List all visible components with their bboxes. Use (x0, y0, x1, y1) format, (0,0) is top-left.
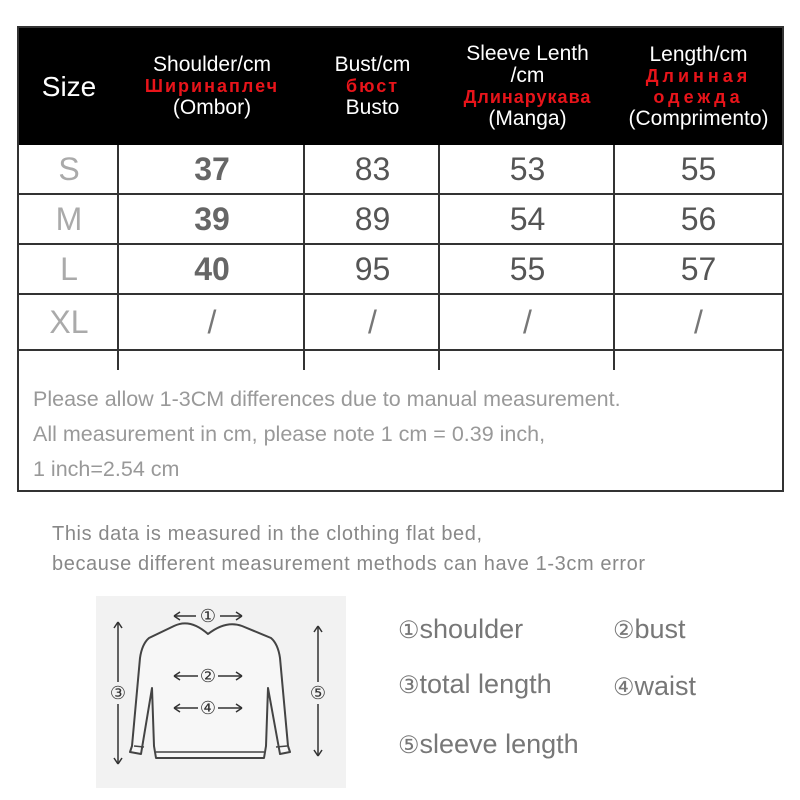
legend-item (613, 614, 686, 645)
header-shoulder-ru: Ширинаплеч (144, 76, 280, 96)
marker-5: ⑤ (309, 683, 327, 704)
note-line: Please allow 1-3CM differences due to manual measurement. (33, 387, 621, 411)
measurement-note-line: because different measurement methods can have 1-3cm error (52, 553, 646, 575)
bust-cell: 83 (354, 150, 391, 187)
sleeve-cell: 54 (509, 200, 546, 237)
header-sleeve-local: (Manga) (488, 107, 567, 130)
legend-label: waist (634, 671, 697, 701)
shoulder-cell: 40 (194, 250, 230, 287)
header-bust-en: Bust/cm (334, 53, 411, 76)
legend-label: shoulder (419, 614, 524, 644)
marker-3: ③ (109, 683, 127, 704)
table-notes (33, 382, 778, 487)
header-bust-local: Busto (345, 96, 400, 119)
legend-label: bust (634, 614, 686, 644)
legend-number: ① (398, 617, 420, 644)
marker-1: ① (199, 606, 217, 627)
legend-label: sleeve length (419, 729, 579, 759)
sleeve-cell: / (523, 303, 532, 340)
length-cell: 56 (680, 200, 717, 237)
bust-cell: 89 (354, 200, 391, 237)
shoulder-cell: 37 (194, 150, 230, 187)
header-length (615, 28, 782, 145)
legend-number: ④ (613, 674, 635, 701)
sleeve-cell: 53 (509, 150, 546, 187)
legend-number: ② (613, 617, 635, 644)
table-header (19, 28, 782, 145)
table-row (19, 245, 782, 295)
size-table (17, 26, 784, 492)
bust-cell: 95 (354, 250, 391, 287)
measurement-note (52, 519, 646, 579)
header-bust (305, 28, 440, 145)
legend-item (398, 614, 523, 645)
legend-item (613, 671, 696, 702)
legend-label: total length (419, 669, 552, 699)
bust-cell: / (368, 303, 377, 340)
table-row (19, 195, 782, 245)
marker-2: ② (199, 666, 217, 687)
header-sleeve-en1: Sleeve Lenth (466, 42, 589, 65)
header-length-en: Length/cm (649, 42, 748, 66)
shoulder-cell: / (207, 303, 217, 340)
header-length-ru1: Длинная (645, 65, 752, 86)
length-cell: / (694, 303, 703, 340)
size-cell: S (58, 150, 80, 187)
note-line: All measurement in cm, please note 1 cm = 0.39 inch, (33, 422, 546, 446)
header-sleeve-ru: Длинарукава (463, 87, 592, 107)
header-sleeve-en2: /cm (510, 64, 545, 87)
table-row (19, 145, 782, 195)
note-line: 1 inch=2.54 cm (33, 457, 180, 481)
header-shoulder (119, 28, 305, 145)
size-cell: L (60, 250, 78, 287)
size-cell: M (55, 200, 83, 237)
cuff-line (134, 746, 144, 747)
shoulder-cell: 39 (194, 200, 230, 237)
legend-number: ⑤ (398, 732, 420, 759)
header-bust-ru: бюст (345, 76, 400, 96)
length-cell: 57 (680, 250, 717, 287)
header-shoulder-en: Shoulder/cm (153, 53, 271, 76)
size-cell: XL (49, 303, 89, 340)
length-cell: 55 (680, 150, 717, 187)
header-length-ru2: одежда (653, 86, 744, 107)
table-row (19, 295, 782, 351)
cuff-line (276, 746, 287, 747)
marker-4: ④ (199, 698, 217, 719)
sweater-illustration (96, 596, 346, 788)
sleeve-cell: 55 (509, 250, 546, 287)
garment-diagram (96, 596, 346, 788)
legend-number: ③ (398, 672, 420, 699)
legend-item (398, 669, 552, 700)
header-size (19, 28, 119, 145)
header-length-local: (Comprimento) (628, 106, 769, 130)
sweater-outline (130, 623, 290, 758)
measurement-note-line: This data is measured in the clothing flat bed, (52, 523, 483, 545)
header-shoulder-local: (Ombor) (172, 96, 252, 119)
legend-item (398, 729, 579, 760)
header-size-label: Size (41, 70, 97, 102)
header-sleeve (440, 28, 615, 145)
